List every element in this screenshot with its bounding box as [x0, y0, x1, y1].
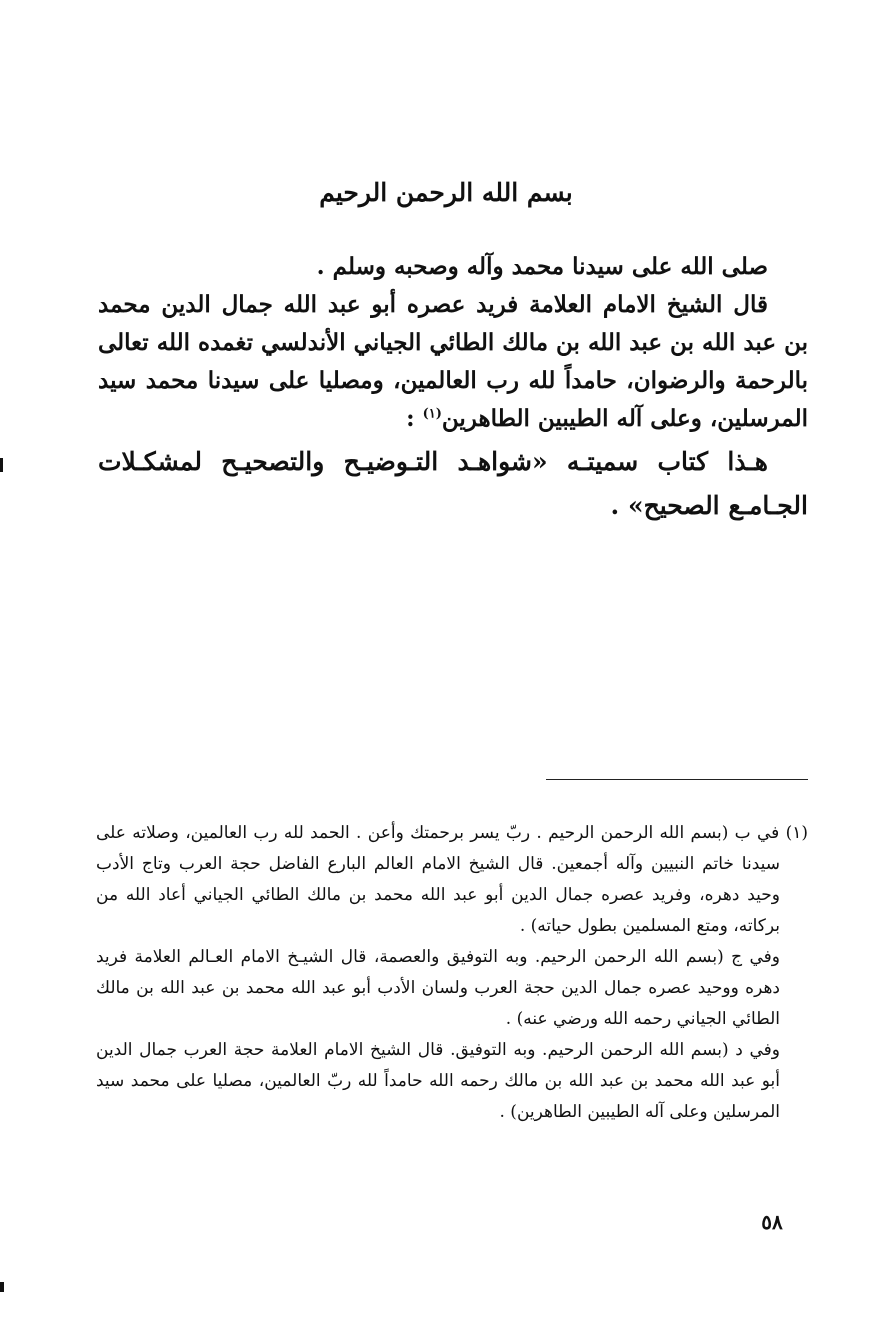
page-number: ٥٨ [761, 1210, 783, 1234]
scan-mark [0, 1282, 4, 1292]
footnote-1-dal: وفي د (بسم الله الرحمن الرحيم. وبه التوفيق. قال الشيخ الامام العلامة حجة العرب جمال الدين أبو عبد الله محمد بن عبد الله بن مالك رحمه الله حامداً لله ربّ العالمين، مصليا على محمد سيد المرسلين وعلى آله الطيبين الطاهرين) . [96, 1040, 780, 1122]
footnote-divider [546, 779, 808, 780]
colon-mark: : [406, 405, 415, 432]
main-text [98, 248, 808, 528]
scan-mark [0, 458, 3, 472]
footnote-marker: (١) [422, 406, 442, 422]
basmala-heading: بسم الله الرحمن الرحيم [319, 178, 573, 207]
author-introduction [98, 286, 808, 438]
book-title-statement: هـذا كتاب سميتـه «شواهـد التـوضيـح والتصحيـح لمشكـلات الجـامـع الصحيح» . [98, 447, 808, 520]
opening-blessing: صلى الله على سيدنا محمد وآله وصحبه وسلم . [316, 253, 768, 280]
footnotes-section [96, 818, 808, 1128]
footnote-1-jim: وفي ج (بسم الله الرحمن الرحيم. وبه التوفيق والعصمة، قال الشيـخ الامام العـالم العلامة فريد دهره ووحيد عصره جمال الدين حجة العرب ولسان الأدب أبو عبد الله محمد بن عبد الله بن مالك الطائي الجياني رحمه الله ورضي عنه) . [96, 947, 780, 1029]
author-introduction-text: قال الشيخ الامام العلامة فريد عصره أبو عبد الله جمال الدين محمد بن عبد الله بن عبد الله بن مالك الطائي الجياني الأندلسي تغمده الله تعالى بالرحمة والرضوان، حامداً لله رب العالمين، ومصليا على سيدنا محمد سيد المرسلين، وعلى آله الطيبين الطاهرين [98, 291, 808, 432]
footnote-1-ba: (١) في ب (بسم الله الرحمن الرحيم . ربّ يسر برحمتك وأعن . الحمد لله رب العالمين، وصلاته على سيدنا خاتم النبيين وآله أجمعين. قال الشيخ الامام العالم البارع الفاضل حجة العرب وتاج الأدب وحيد دهره، وفريد عصره جمال الدين أبو عبد الله محمد بن مالك الطائي الجياني أعاد الله من بركاته، ومتع المسلمين بطول حياته) . [96, 823, 808, 936]
